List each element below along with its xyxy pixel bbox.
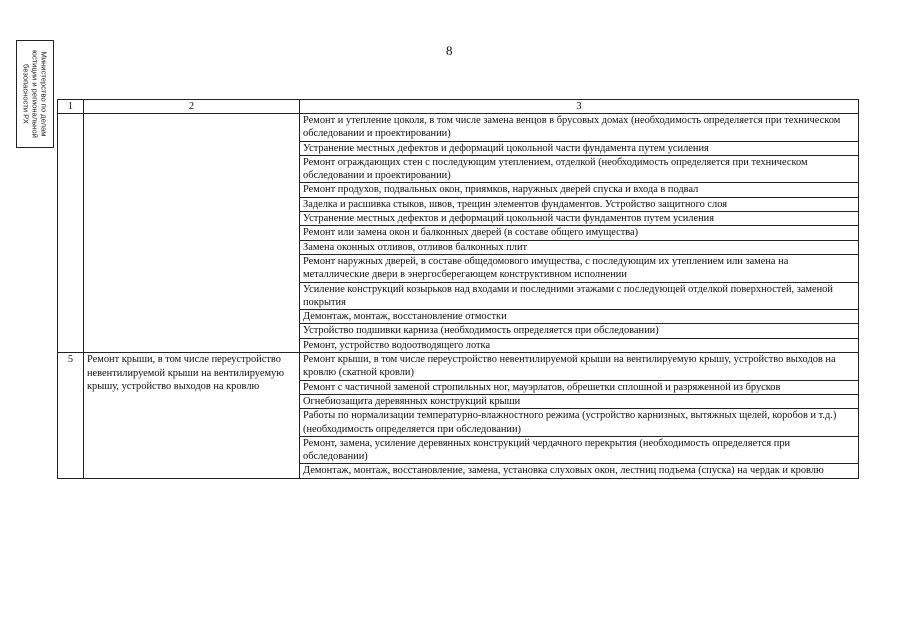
page-number: 8	[446, 43, 453, 58]
work-item: Демонтаж, монтаж, восстановление, замена, установка слуховых окон, лестниц подъема (спуска) на чердак и кровлю	[300, 464, 859, 478]
header-row	[58, 100, 859, 114]
work-item: Ремонт крыши, в том числе переустройство невентилируемой крыши на вентилируемую крышу, устройство выходов на кровлю (скатной кровли)	[300, 353, 859, 381]
table-row	[58, 114, 859, 142]
work-item: Устранение местных дефектов и деформаций цокольной части фундаментов путем усиления	[300, 212, 859, 226]
section-title	[84, 114, 300, 353]
work-item: Ремонт продухов, подвальных окон, приямков, наружных дверей спуска и входа в подвал	[300, 183, 859, 197]
work-item: Ремонт с частичной заменой стропильных ног, мауэрлатов, обрешетки сплошной и разряженной из брусков	[300, 380, 859, 394]
work-item: Замена оконных отливов, отливов балконных плит	[300, 240, 859, 254]
works-table	[57, 99, 859, 479]
work-item: Ремонт или замена окон и балконных дверей (в составе общего имущества)	[300, 226, 859, 240]
work-item: Заделка и расшивка стыков, швов, трещин элементов фундаментов. Устройство защитного слоя	[300, 197, 859, 211]
work-item: Ремонт наружных дверей, в составе общедомового имущества, с последующим их утеплением или замена на металлические двери в энергосберегающем конструктивном исполнении	[300, 254, 859, 282]
work-item: Усиление конструкций козырьков над входами и последними этажами с последующей отделкой поверхностей, заменой покрытия	[300, 282, 859, 310]
work-item: Огнебиозащита деревянных конструкций крыши	[300, 394, 859, 408]
work-item: Устранение местных дефектов и деформаций цокольной части фундамента путем усиления	[300, 141, 859, 155]
table-row	[58, 353, 859, 381]
header-col-works: 3	[300, 100, 859, 114]
stamp-line: безопасности РХ	[21, 64, 31, 124]
section-number: 5	[58, 353, 84, 479]
work-item: Ремонт, устройство водоотводящего лотка	[300, 338, 859, 352]
header-col-number: 1	[58, 100, 84, 114]
work-item: Демонтаж, монтаж, восстановление отмостки	[300, 310, 859, 324]
ministry-stamp	[16, 40, 54, 148]
section-title: Ремонт крыши, в том числе переустройство невентилируемой крыши на вентилируемую крышу, устройство выходов на кровлю	[84, 353, 300, 479]
header-col-element: 2	[84, 100, 300, 114]
work-item: Ремонт ограждающих стен с последующим утеплением, отделкой (необходимость определяется при техническом обследовании и проектировании)	[300, 155, 859, 183]
work-item: Работы по нормализации температурно-влажностного режима (устройство карнизных, вытяжных щелей, коробов и т.д.) (необходимость определяется при обследовании)	[300, 409, 859, 437]
stamp-text	[22, 42, 49, 146]
work-item: Устройство подшивки карниза (необходимость определяется при обследовании)	[300, 324, 859, 338]
work-item: Ремонт и утепление цоколя, в том числе замена венцов в брусовых домах (необходимость определяется при техническом обследовании и проектировании)	[300, 114, 859, 142]
section-number	[58, 114, 84, 353]
table-body	[58, 114, 859, 479]
work-item: Ремонт, замена, усиление деревянных конструкций чердачного перекрытия (необходимость определяется при обследовании)	[300, 436, 859, 464]
stamp-line: юстиции и региональной	[30, 50, 40, 138]
stamp-line: Министерство по делам	[39, 51, 49, 137]
